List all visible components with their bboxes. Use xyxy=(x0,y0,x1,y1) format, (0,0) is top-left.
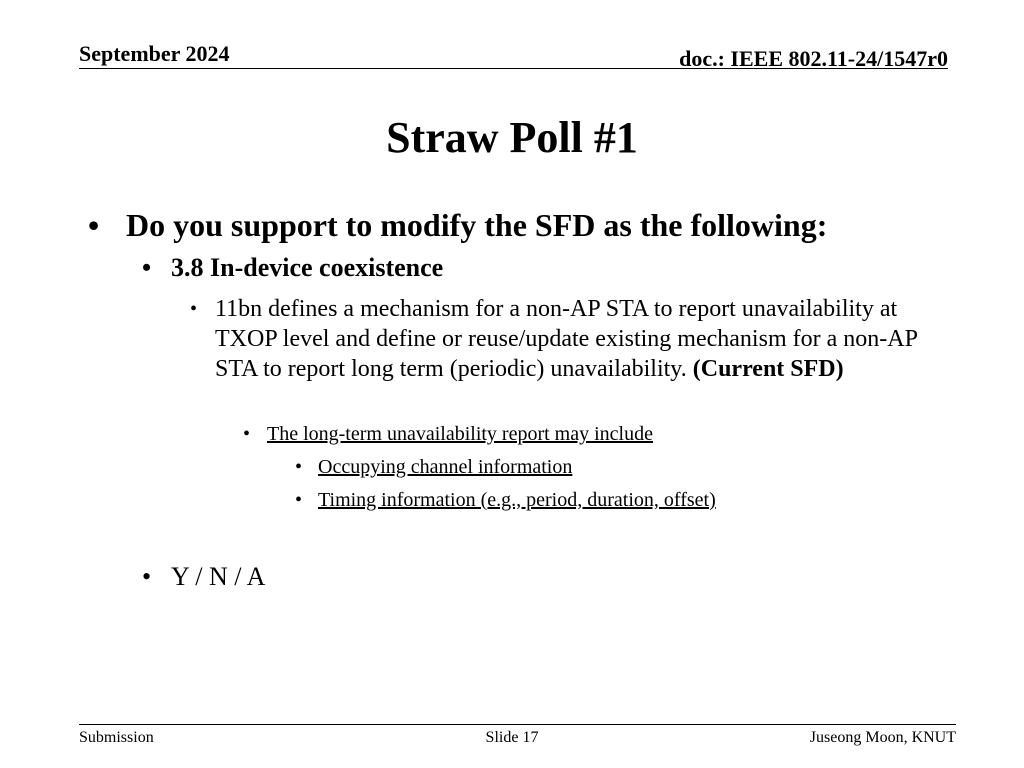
body-text: 11bn defines a mechanism for a non-AP STA to report unavailability at TXOP level and define or reuse/update existing mechanism for a non-AP STA to report long term (periodic) unavailability. xyxy=(215,296,918,382)
sub-sub-item-text: Timing information (e.g., period, duration, offset) xyxy=(318,489,716,511)
body-paragraph xyxy=(215,294,930,384)
footer-author: Juseong Moon, KNUT xyxy=(809,729,956,746)
bullet-dot: • xyxy=(142,253,152,282)
section-text: 3.8 In-device coexistence xyxy=(171,253,444,282)
footer-slide-number: Slide 17 xyxy=(485,729,539,746)
vote-options: Y / N / A xyxy=(171,562,266,591)
footer-submission: Submission xyxy=(79,729,154,746)
sub-item-text: The long-term unavailability report may include xyxy=(267,423,653,445)
footer-divider xyxy=(79,724,956,725)
bullet-dot: • xyxy=(295,456,303,478)
body-bold-note: (Current SFD) xyxy=(692,356,844,382)
bullet-dot: • xyxy=(88,207,100,243)
sub-sub-item-text: Occupying channel information xyxy=(318,456,573,478)
header-divider xyxy=(79,68,948,69)
slide-title: Straw Poll #1 xyxy=(386,113,638,162)
bullet-dot: • xyxy=(243,423,251,445)
header-date: September 2024 xyxy=(79,41,230,66)
bullet-dot: • xyxy=(295,489,303,511)
bullet-dot: • xyxy=(190,298,198,320)
question-text: Do you support to modify the SFD as the following: xyxy=(126,207,828,243)
header-doc-id: doc.: IEEE 802.11-24/1547r0 xyxy=(679,46,948,71)
bullet-dot: • xyxy=(142,562,152,591)
